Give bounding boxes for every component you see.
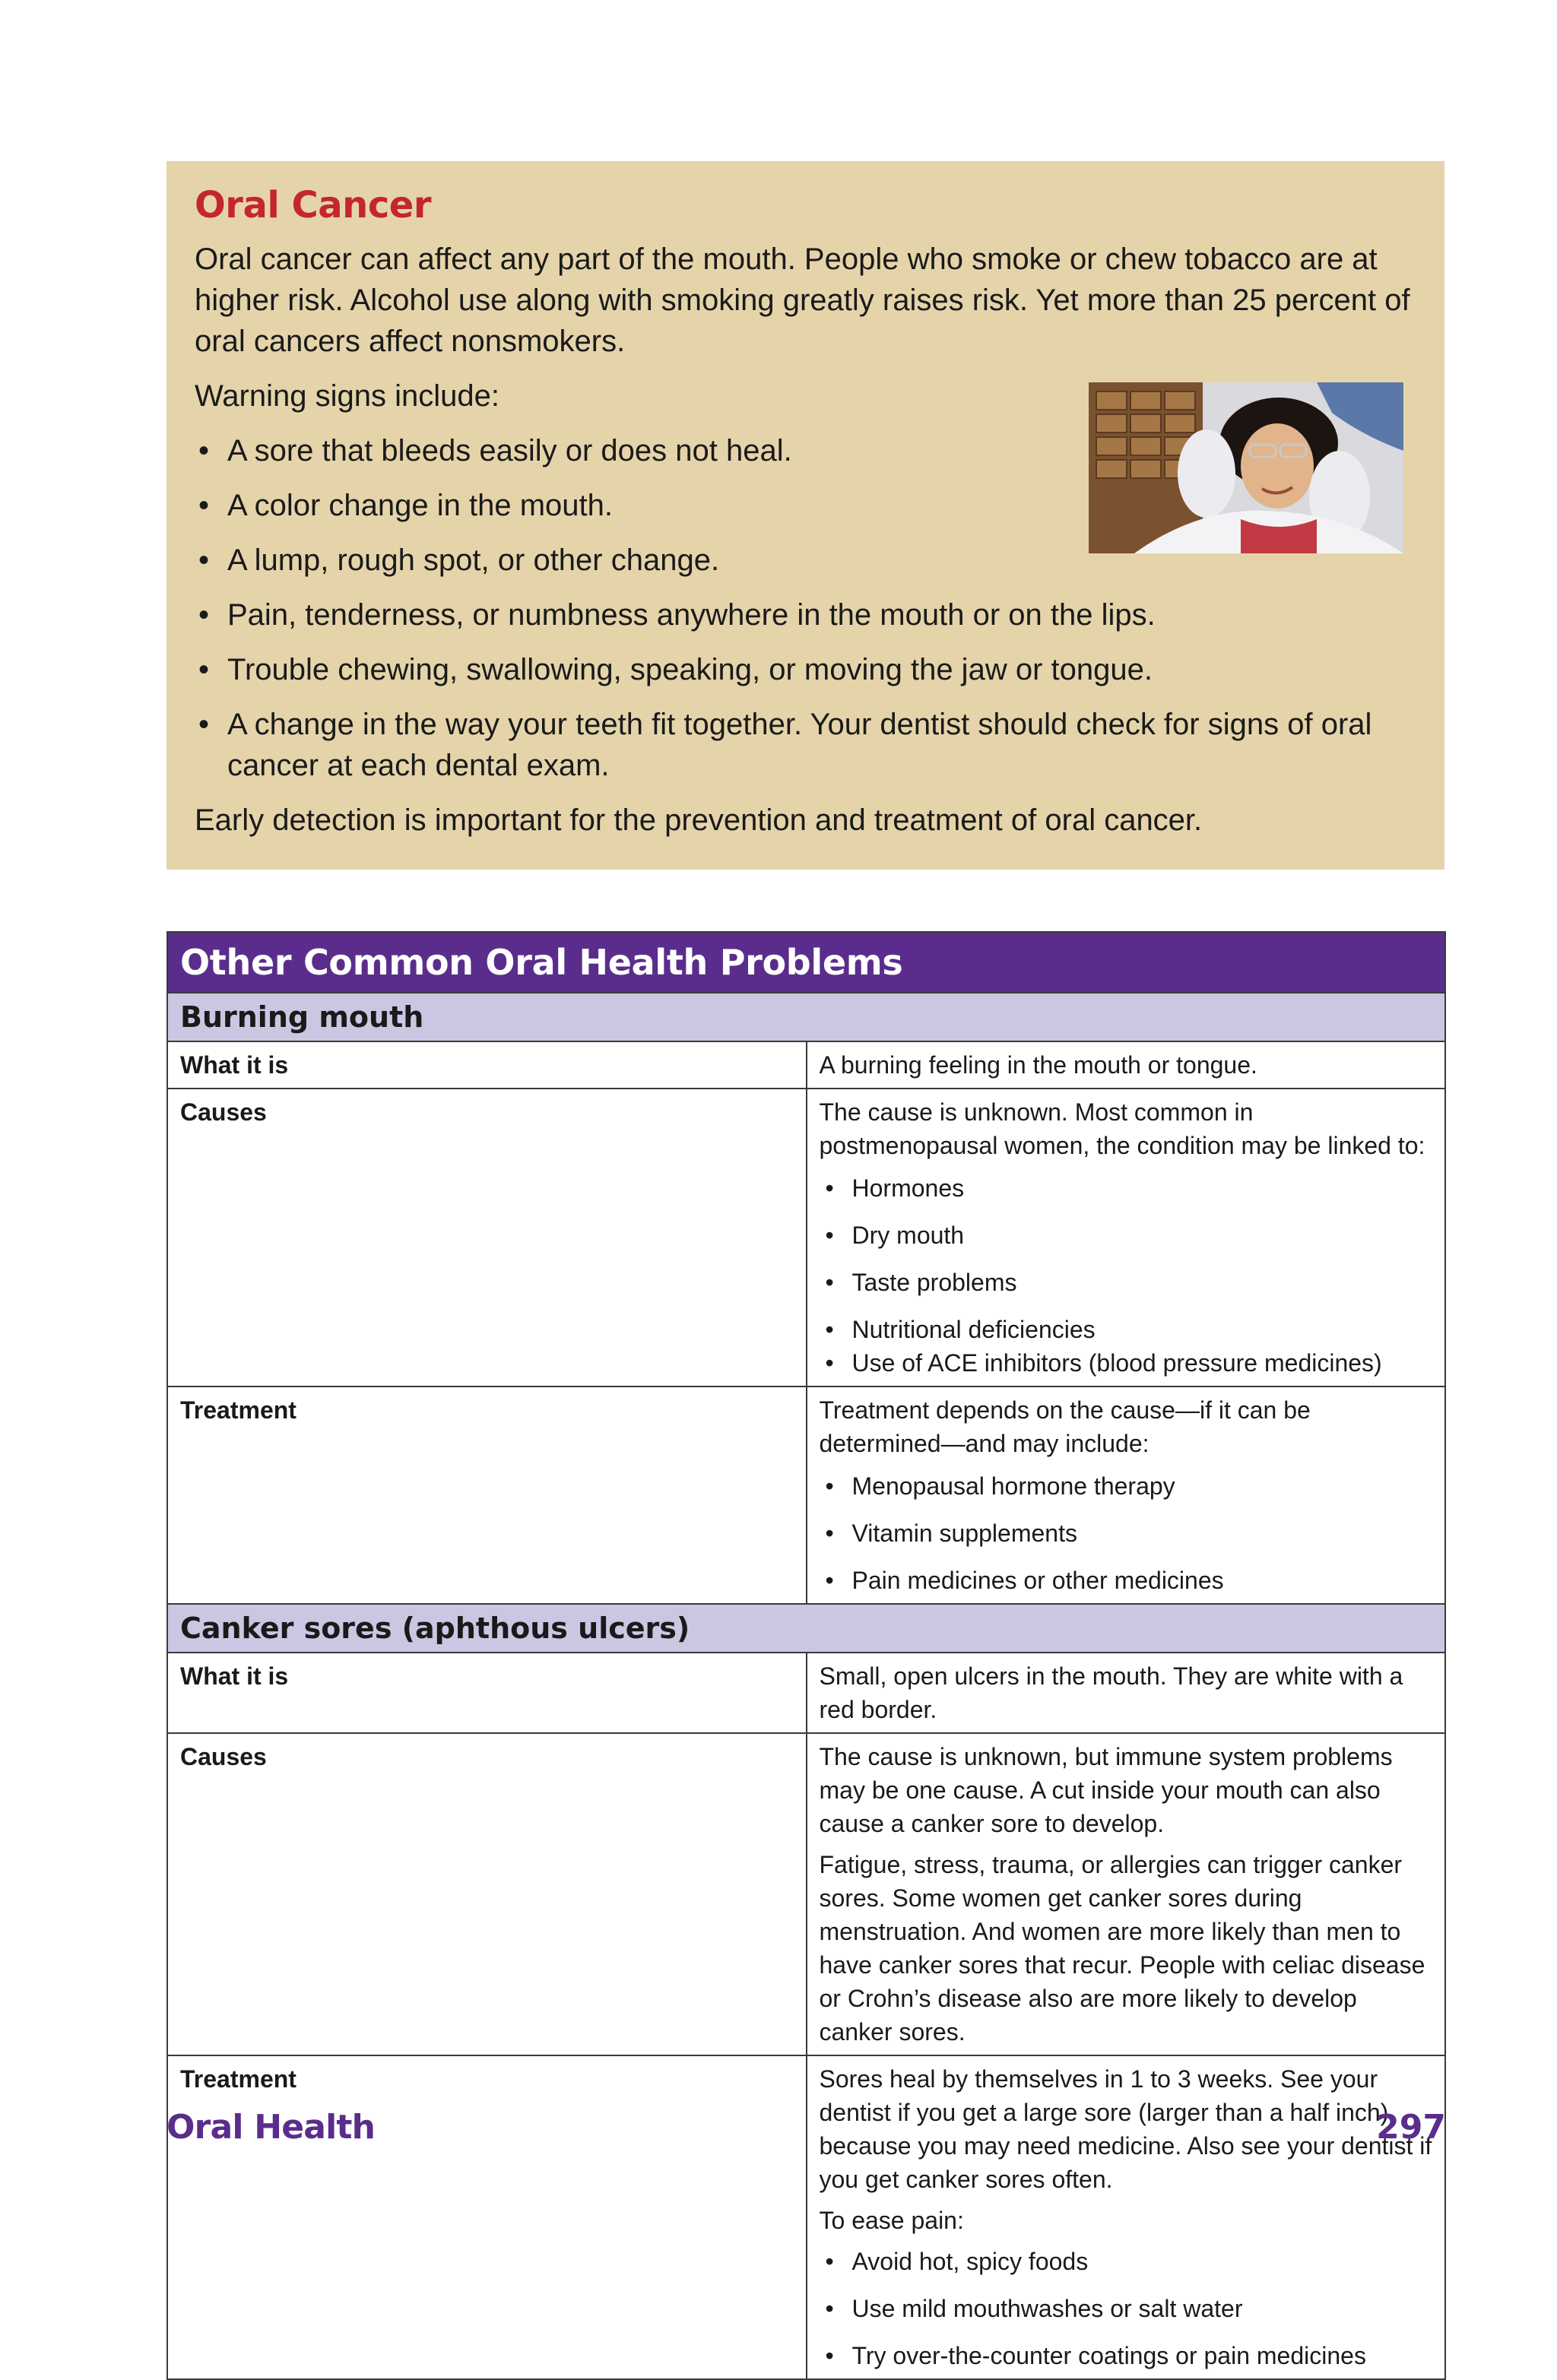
list-item: • Nutritional deficiencies bbox=[820, 1313, 1297, 1346]
list-item: • Pain medicines or other medicines bbox=[820, 1564, 1433, 1597]
table-title: Other Common Oral Health Problems bbox=[167, 932, 1445, 993]
dental-exam-illustration bbox=[1089, 382, 1403, 553]
row-label: What it is bbox=[167, 1041, 807, 1089]
table-row bbox=[167, 1653, 1445, 1733]
row-value bbox=[807, 1733, 1446, 2055]
row-label: Causes bbox=[167, 1089, 807, 1386]
list-item: • Dry mouth bbox=[820, 1219, 1297, 1252]
sidebar-closing: Early detection is important for the prevention and treatment of oral cancer. bbox=[195, 803, 1203, 837]
row-value bbox=[807, 1089, 1446, 1386]
list-item: • A change in the way your teeth fit together. Your dentist should check for signs of oral cancer at each dental exam. bbox=[195, 704, 1417, 786]
table-row bbox=[167, 1386, 1445, 1604]
list-item: • Hormones bbox=[820, 1171, 1297, 1205]
treatment-list bbox=[820, 2245, 1433, 2372]
row-value: Small, open ulcers in the mouth. They are white with a red border. bbox=[807, 1653, 1446, 1733]
dental-exam-photo bbox=[1089, 382, 1403, 553]
list-item: • Trouble chewing, swallowing, speaking, or moving the jaw or tongue. bbox=[195, 649, 1417, 690]
list-item: • A color change in the mouth. bbox=[195, 485, 1417, 526]
section-heading-burning-mouth: Burning mouth bbox=[167, 993, 1445, 1041]
sidebar-title: Oral Cancer bbox=[195, 184, 431, 227]
section-heading-canker-sores: Canker sores (aphthous ulcers) bbox=[167, 1604, 1445, 1653]
footer-section-name: Oral Health bbox=[166, 2108, 376, 2147]
list-item: • Taste problems bbox=[820, 1266, 1297, 1299]
table-row bbox=[167, 2055, 1445, 2379]
list-item: • Menopausal hormone therapy bbox=[820, 1469, 1433, 1503]
causes-list bbox=[820, 1171, 1433, 1346]
row-label: Treatment bbox=[167, 2055, 807, 2379]
sidebar-intro: Oral cancer can affect any part of the mouth. People who smoke or chew tobacco are at higher risk. Alcohol use along with smoking greatly raises risk. Yet more than 25 percent of oral cancers affect nonsmokers. bbox=[195, 242, 1410, 358]
list-item: • Use mild mouthwashes or salt water bbox=[820, 2292, 1433, 2325]
oral-problems-table bbox=[166, 931, 1446, 2380]
treatment-list bbox=[820, 1469, 1433, 1597]
list-item: • Avoid hot, spicy foods bbox=[820, 2245, 1433, 2278]
causes-paragraph-1: The cause is unknown, but immune system problems may be one cause. A cut inside your mouth can also cause a canker sore to develop. bbox=[819, 1743, 1393, 1837]
table-row bbox=[167, 1089, 1445, 1386]
causes-paragraph-2: Fatigue, stress, trauma, or allergies can trigger canker sores. Some women get canker sores during menstruation. And women are more likely than men to have canker sores that recur. People with celiac disease or Crohn’s disease also are more likely to develop canker sores. bbox=[819, 1851, 1425, 2046]
page-number: 297 bbox=[1376, 2108, 1446, 2147]
warning-heading: Warning signs include: bbox=[195, 379, 499, 413]
list-item: • Try over-the-counter coatings or pain medicines bbox=[820, 2339, 1433, 2372]
table-row bbox=[167, 1733, 1445, 2055]
treatment-intro: Treatment depends on the cause—if it can be determined—and may include: bbox=[819, 1396, 1311, 1457]
list-item: • Pain, tenderness, or numbness anywhere in the mouth or on the lips. bbox=[195, 594, 1417, 635]
causes-intro: The cause is unknown. Most common in postmenopausal women, the condition may be linked to: bbox=[819, 1098, 1425, 1159]
row-label: Treatment bbox=[167, 1386, 807, 1604]
row-label: Causes bbox=[167, 1733, 807, 2055]
row-value bbox=[807, 1386, 1446, 1604]
causes-list-extra bbox=[820, 1346, 1433, 1380]
list-item: • A sore that bleeds easily or does not heal. bbox=[195, 430, 1417, 471]
list-item: • A lump, rough spot, or other change. bbox=[195, 540, 1417, 581]
row-label: What it is bbox=[167, 1653, 807, 1733]
list-item: • Use of ACE inhibitors (blood pressure medicines) bbox=[820, 1346, 1433, 1380]
row-value bbox=[807, 2055, 1446, 2379]
treatment-paragraph-2: To ease pain: bbox=[819, 2207, 964, 2234]
table-row bbox=[167, 1041, 1445, 1089]
treatment-paragraph-1: Sores heal by themselves in 1 to 3 weeks. See your dentist if you get a large sore (larger than a half inch) because you may need medicine. Also see your dentist if you get canker sores often. bbox=[819, 2065, 1432, 2193]
row-value: A burning feeling in the mouth or tongue. bbox=[807, 1041, 1446, 1089]
list-item: • Vitamin supplements bbox=[820, 1516, 1433, 1550]
